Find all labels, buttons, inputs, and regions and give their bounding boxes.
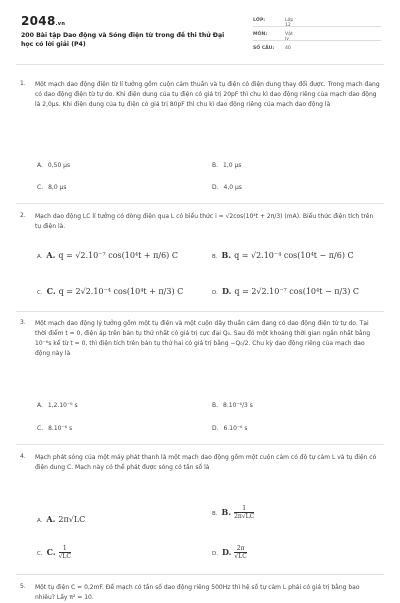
- meta-subject-value: Vật lý: [285, 32, 293, 42]
- question-divider: [16, 444, 384, 445]
- q4-option-d[interactable]: D. D. $\frac{2\pi}{√LC}$: [212, 545, 247, 560]
- q2-option-d[interactable]: D. D. q = 2√2.10⁻⁷ cos(10⁴t − π/3) C: [212, 286, 360, 296]
- question-text: Một tụ điện C = 0,2mF. Để mạch có tần số dao động riêng 500Hz thì hệ số tự cảm L phải có giá trị bằng bao nhiêu? Lấy π² = 10.: [35, 584, 360, 601]
- question-number: 4.: [20, 453, 26, 460]
- q1-option-b[interactable]: B. 1,0 µs: [212, 162, 242, 169]
- question-divider: [16, 311, 384, 312]
- q4-option-a[interactable]: A. A. 2π√LC: [37, 514, 86, 524]
- q1-option-d[interactable]: D. 4,0 µs: [212, 184, 242, 191]
- question-divider: [16, 574, 384, 575]
- q4-option-c[interactable]: C. C. $\frac{1}{√LC}$: [37, 545, 72, 560]
- q2-option-b[interactable]: B. B. q = √2.10⁻⁴ cos(10⁴t − π/6) C: [212, 250, 354, 260]
- fraction: $\frac{2\pi}{√LC}$: [234, 545, 247, 560]
- meta-class-value: Lớp 12: [285, 18, 294, 28]
- question-number: 1.: [20, 80, 26, 87]
- header-divider: [16, 64, 384, 65]
- q3-option-b[interactable]: B. 8.10⁻⁶/3 s: [212, 402, 253, 409]
- divider: [253, 26, 381, 27]
- logo-text: 2048: [21, 14, 56, 28]
- question-text: Một mạch dao động điện từ lí tưởng gồm cuộn cảm thuần và tụ điện có điện dung thay đổi được. Trong mạch đang có dao động điện từ tự do. Khi điện dung của tụ điện có giá trị 20pF thì chu kì dao động riêng của mạch dao động là 2,0µs. Khi điện dung của tụ điện có giá trị 80pF thì chu kì dao động riêng của mạch dao động là: [35, 81, 380, 108]
- meta-subject-key: MÔN:: [253, 32, 268, 37]
- question-3: [20, 319, 380, 359]
- meta-class-key: LỚP:: [253, 18, 266, 23]
- question-number: 2.: [20, 212, 26, 219]
- meta-count-value: 40: [285, 46, 291, 51]
- q1-option-a[interactable]: A. 0,50 µs: [37, 162, 71, 169]
- q1-option-c[interactable]: C. 8,0 µs: [37, 184, 67, 191]
- question-text: Mạch dao động LC lí tưởng có dòng điện qua L có biểu thức i = √2cos(10⁴t + 2π/3) (mA). Biểu thức điện tích trên tụ điện là.: [35, 213, 374, 230]
- q2-option-a[interactable]: A. A. q = √2.10⁻⁷ cos(10⁴t + π/6) C: [37, 250, 178, 260]
- fraction: $\frac{1}{√LC}$: [58, 545, 72, 560]
- fraction: $\frac{1}{2\pi√LC}$: [234, 505, 255, 520]
- question-1: [20, 80, 380, 110]
- logo-suffix: .vn: [55, 21, 66, 27]
- question-text: Một mạch dao động lý tưởng gồm một tụ điện và một cuộn dây thuần cảm đang có dao động điện từ tự do. Tại thời điểm t = 0, điện áp trên bản tụ thứ nhất có giá trị cực đại Q₀. Sau đó một khoảng thời gian ngắn nhất bằng 10⁻⁶s kể từ t = 0, thì điện tích trên bản tụ thứ hai có giá trị bằng −Q₀/2. Chu kỳ dao động riêng của mạch dao động này là: [35, 320, 371, 357]
- divider: [253, 40, 381, 41]
- q4-option-b[interactable]: B. B. $\frac{1}{2\pi√LC}$: [212, 505, 255, 520]
- question-text: Mạch phát sóng của một máy phát thanh là một mạch dao động gồm một cuộn cảm có độ tự cảm L và tụ điện có điện dung C. Mạch này có thể phát được sóng có tần số là: [35, 454, 377, 471]
- question-2: [20, 212, 380, 232]
- question-number: 5.: [20, 583, 26, 590]
- q3-option-a[interactable]: A. 1,2.10⁻⁶ s: [37, 402, 78, 409]
- page-title: 200 Bài tập Dao động và Sóng điện từ trong đề thi thử Đại học có lời giải (P4): [21, 32, 225, 48]
- q3-option-d[interactable]: D. 6.10⁻⁶ s: [212, 425, 248, 432]
- question-divider: [16, 203, 384, 204]
- meta-count-key: SỐ CÂU:: [253, 46, 275, 51]
- question-4: [20, 453, 380, 473]
- question-5: [20, 583, 380, 603]
- question-number: 3.: [20, 319, 26, 326]
- q2-option-c[interactable]: C. C. q = 2√2.10⁻⁴ cos(10⁴t + π/3) C: [37, 286, 184, 296]
- q3-option-c[interactable]: C. 8.10⁻⁶ s: [37, 425, 73, 432]
- site-logo[interactable]: [21, 14, 65, 28]
